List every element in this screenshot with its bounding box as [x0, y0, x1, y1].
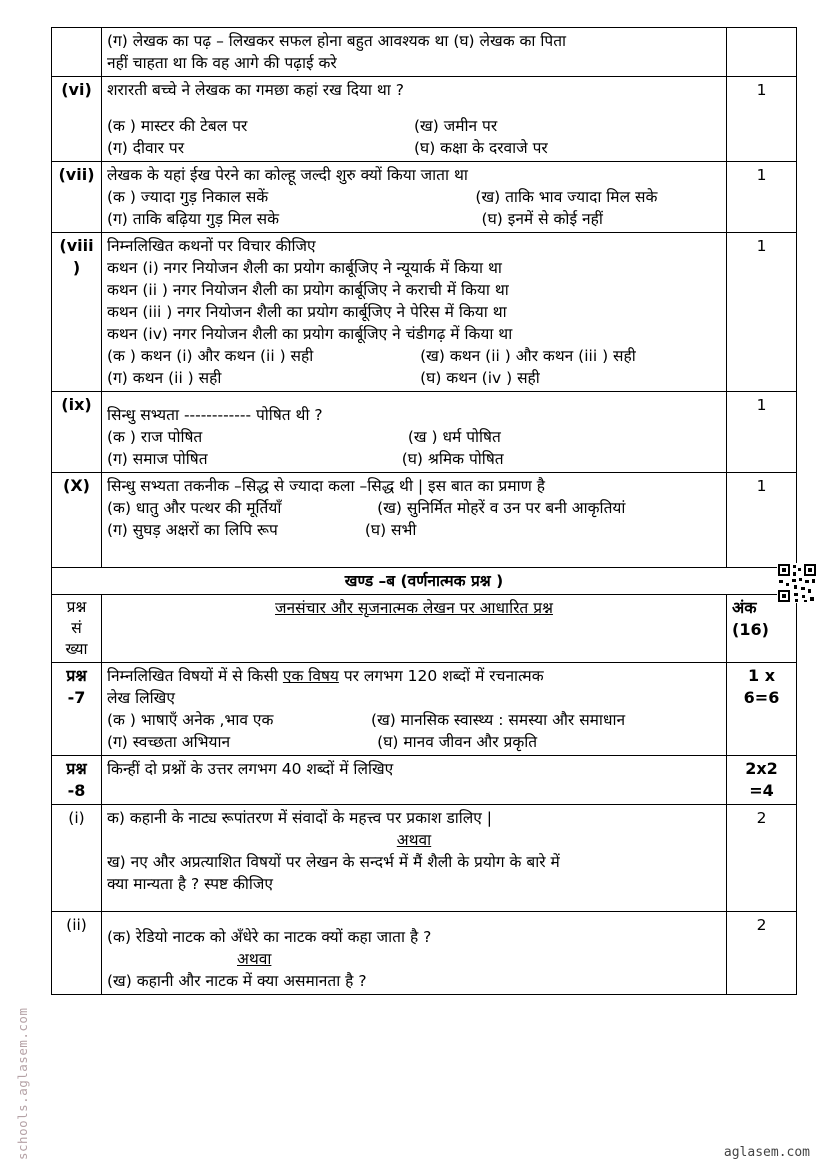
table-row	[52, 805, 797, 912]
table-row	[52, 912, 797, 995]
question-text: किन्हीं दो प्रश्नों के उत्तर लगभग 40 शब्दों में लिखिए	[102, 756, 727, 805]
question-v-continuation: (ग) लेखक का पढ़ – लिखकर सफल होना बहुत आवश्यक था (घ) लेखक का पिता नहीं चाहता था कि वह आगे की पढ़ाई करे	[102, 28, 727, 77]
qr-code-icon	[777, 563, 817, 603]
question-text: सिन्धु सभ्यता तकनीक –सिद्ध से ज्यादा कला –सिद्ध थी | इस बात का प्रमाण है (क) धातु और पत्थर की मूर्तियाँ (ख) सुनिर्मित मोहरें व उन पर बनी आकृतियां (ग) सुघड़ अक्षरों का लिपि रूप (घ) सभी	[102, 473, 727, 568]
question-text: (क) रेडियो नाटक को अँधेरे का नाटक क्यों कहा जाता है ? अथवा (ख) कहानी और नाटक में क्या असमानता है ?	[102, 912, 727, 995]
column-header-number: प्रश्न सं ख्या	[52, 595, 102, 663]
marks: 1	[727, 162, 797, 233]
section-header-row	[52, 568, 797, 595]
table-row	[52, 77, 797, 162]
question-number: (vii)	[52, 162, 102, 233]
question-text: शरारती बच्चे ने लेखक का गमछा कहां रख दिया था ? (क ) मास्टर की टेबल पर (ख) जमीन पर (ग) दीवार पर (घ) कक्षा के दरवाजे पर	[102, 77, 727, 162]
section-title: खण्ड –ब (वर्णनात्मक प्रश्न )	[52, 568, 797, 595]
column-header-heading: जनसंचार और सृजनात्मक लेखन पर आधारित प्रश्न	[102, 595, 727, 663]
question-number: (vi)	[52, 77, 102, 162]
question-number: (viii )	[52, 233, 102, 392]
question-text: निम्नलिखित कथनों पर विचार कीजिए कथन (i) नगर नियोजन शैली का प्रयोग कार्बूजिए ने न्यूयार्क में किया था कथन (ii ) नगर नियोजन शैली का प्रयोग कार्बूजिए ने कराची में किया था कथन (iii ) नगर नियोजन शैली का प्रयोग कार्बूजिए ने पेरिस में किया था कथन (iv) नगर नियोजन शैली का प्रयोग कार्बूजिए ने चंडीगढ़ में किया था (क ) कथन (i) और कथन (ii ) सही (ख) कथन (ii ) और कथन (iii ) सही (ग) कथन (ii ) सही (घ) कथन (iv ) सही	[102, 233, 727, 392]
footer-watermark: aglasem.com	[723, 1145, 810, 1160]
table-row	[52, 28, 797, 77]
table-row	[52, 162, 797, 233]
question-number: प्रश्न -7	[52, 663, 102, 756]
column-header-marks: अंक (16)	[727, 595, 797, 663]
marks: 1	[727, 77, 797, 162]
table-header-row	[52, 595, 797, 663]
question-text: क) कहानी के नाट्य रूपांतरण में संवादों के महत्त्व पर प्रकाश डालिए | अथवा ख) नए और अप्रत्याशित विषयों पर लेखन के सन्दर्भ में मैं शैली के प्रयोग के बारे में क्या मान्यता है ? स्पष्ट कीजिए	[102, 805, 727, 912]
marks: 1	[727, 473, 797, 568]
marks: 2	[727, 805, 797, 912]
table-row	[52, 392, 797, 473]
table-row	[52, 756, 797, 805]
question-text: लेखक के यहां ईख पेरने का कोल्हू जल्दी शुरु क्यों किया जाता था (क ) ज्यादा गुड़ निकाल सकें (ख) ताकि भाव ज्यादा मिल सके (ग) ताकि बढ़िया गुड़ मिल सके (घ) इनमें से कोई नहीं	[102, 162, 727, 233]
question-text: निम्नलिखित विषयों में से किसी एक विषय पर लगभग 120 शब्दों में रचनात्मक लेख लिखिए (क ) भाषाएँ अनेक ,भाव एक (ख) मानसिक स्वास्थ्य : समस्या और समाधान (ग) स्वच्छता अभियान (घ) मानव जीवन और प्रकृति	[102, 663, 727, 756]
marks: 1 x 6=6	[727, 663, 797, 756]
marks: 1	[727, 233, 797, 392]
question-number: प्रश्न -8	[52, 756, 102, 805]
marks: 1	[727, 392, 797, 473]
question-number: (i)	[52, 805, 102, 912]
table-row	[52, 233, 797, 392]
question-table	[51, 27, 797, 995]
table-row	[52, 473, 797, 568]
marks: 2x2 =4	[727, 756, 797, 805]
marks: 2	[727, 912, 797, 995]
question-number: (ix)	[52, 392, 102, 473]
table-row	[52, 663, 797, 756]
question-text: सिन्धु सभ्यता ------------ पोषित थी ? (क ) राज पोषित (ख ) धर्म पोषित (ग) समाज पोषित (घ) श्रमिक पोषित	[102, 392, 727, 473]
question-number: (X)	[52, 473, 102, 568]
side-watermark: schools.aglasem.com	[15, 1007, 30, 1160]
question-number: (ii)	[52, 912, 102, 995]
